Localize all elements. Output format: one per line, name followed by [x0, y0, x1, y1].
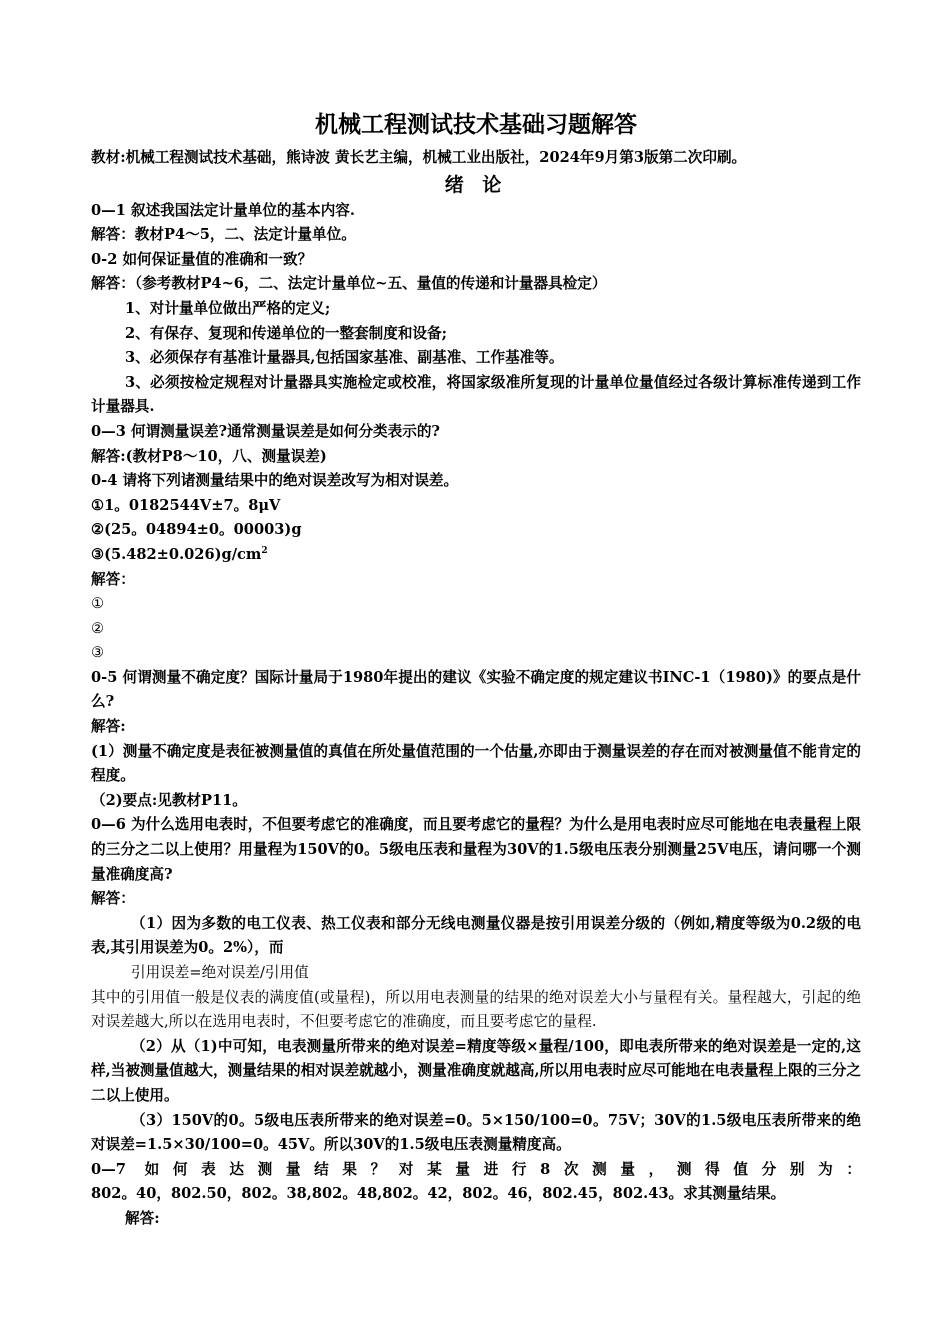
question-0-5: 0-5 何谓测量不确定度？国际计量局于1980年提出的建议《实验不确定度的规定建议书INC-1（1980)》的要点是什么?	[91, 668, 861, 711]
answer-0-2-item: 3、必须按检定规程对计量器具实施检定或校准，将国家级准所复现的计量单位量值经过各级计算标准传递到工作计量器具.	[91, 373, 861, 416]
answer-0-5-label: 解答:	[91, 718, 126, 736]
question-0-1: 0—1 叙述我国法定计量单位的基本内容.	[91, 201, 355, 219]
question-0-6: 0—6 为什么选用电表时，不但要考虑它的准确度，而且要考虑它的量程？为什么是用电表时应尽可能地在电表量程上限的三分之二以上使用？用量程为150V的0。5级电压表和量程为30V的1.5级电压表分别测量25V电压，请问哪一个测量准确度高?	[91, 816, 861, 883]
answer-0-6-part3: （2）从（1)中可知，电表测量所带来的绝对误差=精度等级×量程/100，即电表所带来的绝对误差是一定的,这样,当被测量值越大，测量结果的相对误差就越小，测量准确度就越高,所以用电表时应尽可能地在电表量程上限的三分之二以上使用。	[91, 1037, 861, 1104]
answer-0-2-item: 3、必须保存有基准计量器具,包括国家基准、副基准、工作基准等。	[125, 349, 564, 367]
answer-0-4-label: 解答：	[91, 570, 135, 588]
question-0-7-line1: 0—7 如何表达测量结果？对某量进行8次测量，测得值分别为：	[91, 1160, 861, 1178]
question-0-4-item: ①1。0182544V±7。8μV	[91, 496, 281, 514]
answer-0-7-label: 解答:	[125, 1209, 160, 1227]
question-0-4-item	[91, 543, 861, 568]
question-0-3: 0—3 何谓测量误差?通常测量误差是如何分类表示的?	[91, 422, 440, 440]
answer-0-2-item: 2、有保存、复现和传递单位的一整套制度和设备;	[125, 324, 448, 342]
answer-0-2-item: 1、对计量单位做出严格的定义;	[125, 299, 331, 317]
answer-0-6-part1: （1）因为多数的电工仪表、热工仪表和部分无线电测量仪器是按引用误差分级的（例如,精度等级为0.2级的电表,其引用误差为0。2%），而	[91, 914, 861, 957]
question-0-2: 0-2 如何保证量值的准确和一致？	[91, 250, 313, 268]
answer-0-6-formula: 引用误差=绝对误差/引用值	[131, 964, 309, 981]
answer-0-4-mark: ③	[91, 644, 105, 662]
answer-0-6-part4: （3）150V的0。5级电压表所带来的绝对误差=0。5×150/100=0。75V；30V的1.5级电压表所带来的绝对误差=1.5×30/100=0。45V。所以30V的1.5级电压表测量精度高。	[91, 1111, 861, 1154]
answer-0-6-part2: 其中的引用值一般是仪表的满度值(或量程)，所以用电表测量的结果的绝对误差大小与量程有关。量程越大，引起的绝对误差越大,所以在选用电表时，不但要考虑它的准确度，而且要考虑它的量程.	[91, 988, 861, 1031]
answer-0-4-mark: ①	[91, 595, 105, 613]
item3-superscript: 2	[261, 546, 268, 557]
section-title: 绪 论	[444, 173, 508, 196]
answer-0-2: 解答：（参考教材P4~6，二、法定计量单位~五、量值的传递和计量器具检定）	[91, 275, 607, 293]
answer-0-3: 解答:(教材P8～10，八、测量误差)	[91, 447, 327, 465]
document-title: 机械工程测试技术基础习题解答	[315, 112, 637, 138]
answer-0-4-mark: ②	[91, 619, 105, 637]
answer-0-5-part2: （2)要点:见教材P11。	[91, 791, 247, 809]
question-0-7-line2: 802。40，802.50，802。38,802。48,802。42，802。46，802.45，802.43。求其测量结果。	[91, 1185, 786, 1203]
answer-0-1: 解答：教材P4～5，二、法定计量单位。	[91, 226, 356, 244]
question-0-4: 0-4 请将下列诸测量结果中的绝对误差改写为相对误差。	[91, 472, 459, 490]
question-0-4-item: ②(25。04894±0。00003)g	[91, 521, 302, 539]
answer-0-5-part1: (1）测量不确定度是表征被测量值的真值在所处量值范围的一个估量,亦即由于测量误差的存在而对被测量值不能肯定的程度。	[91, 742, 861, 785]
answer-0-6-label: 解答：	[91, 890, 135, 908]
item3-text: ③(5.482±0.026)g/cm	[91, 545, 262, 563]
textbook-line: 教材:机械工程测试技术基础，熊诗波 黄长艺主编，机械工业出版社，2024年9月第3版第二次印刷。	[91, 149, 747, 166]
document-body	[91, 108, 861, 1232]
